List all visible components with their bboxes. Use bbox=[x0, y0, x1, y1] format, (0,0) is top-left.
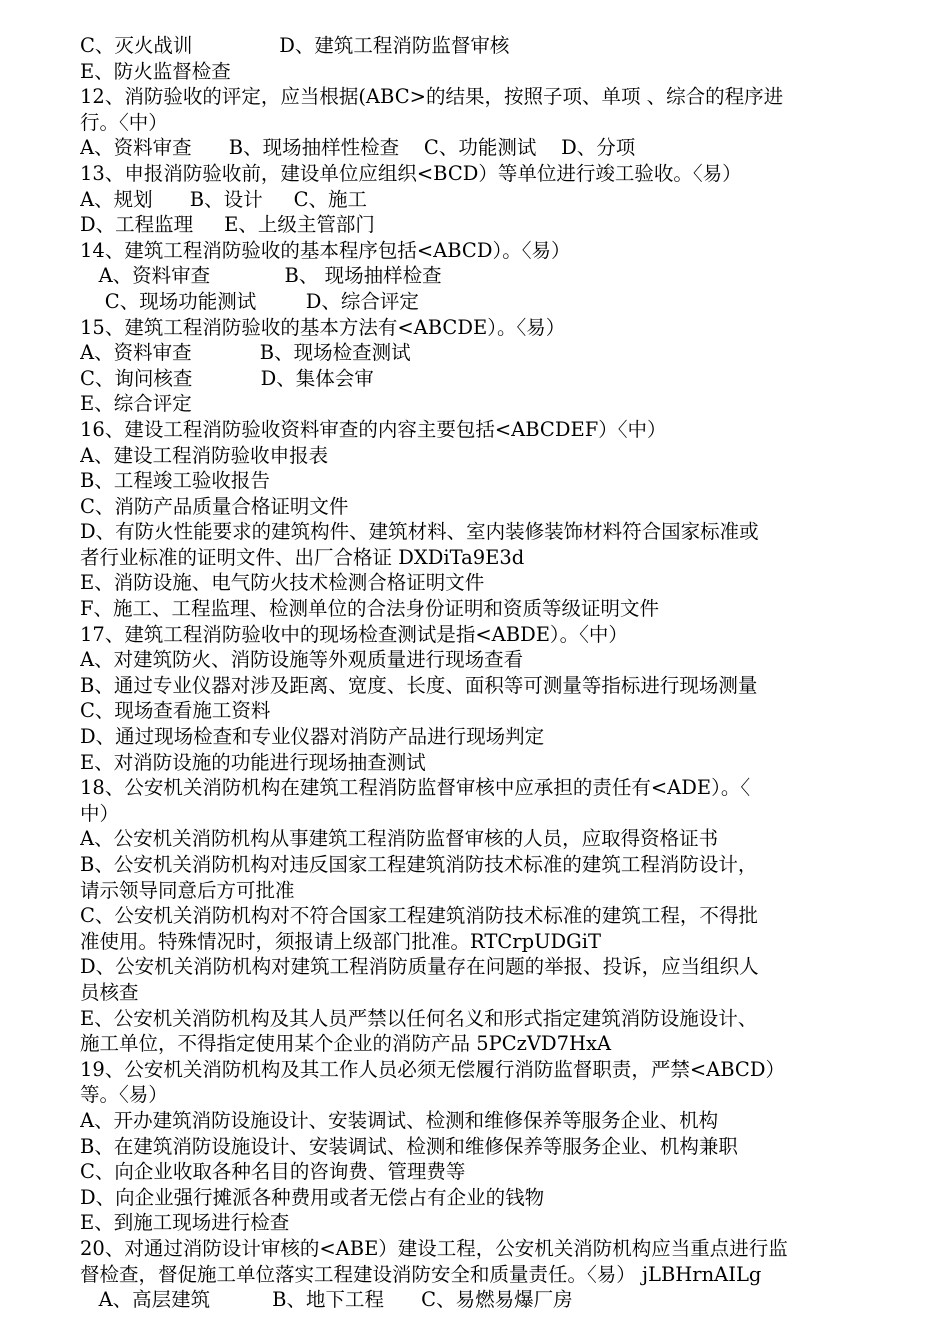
text-line: D、有防火性能要求的建筑构件、建筑材料、室内装修装饰材料符合国家标准或 bbox=[80, 520, 759, 544]
text-line: D、向企业强行摊派各种费用或者无偿占有企业的钱物 bbox=[80, 1185, 545, 1209]
text-line: 19、公安机关消防机构及其工作人员必须无偿履行消防监督职责，严禁<ABCD） bbox=[80, 1057, 785, 1081]
text-line: E、防火监督检查 bbox=[80, 59, 231, 83]
text-line: 12、消防验收的评定，应当根据(ABC>的结果，按照子项、单项 、综合的程序进 bbox=[80, 85, 784, 109]
text-line: 18、公安机关消防机构在建筑工程消防监督审核中应承担的责任有<ADE）。〈 bbox=[80, 776, 751, 800]
text-line: 督检查，督促施工单位落实工程建设消防安全和质量责任。〈易） jLBHrnAILg bbox=[80, 1262, 762, 1286]
text-line: C、询问核查 D、集体会审 bbox=[80, 366, 374, 390]
text-line: A、资料审查 B、现场抽样性检查 C、功能测试 D、分项 bbox=[80, 136, 636, 160]
text-line: A、建设工程消防验收申报表 bbox=[80, 443, 329, 467]
text-line: C、公安机关消防机构对不符合国家工程建筑消防技术标准的建筑工程，不得批 bbox=[80, 904, 758, 928]
text-line: E、综合评定 bbox=[80, 392, 192, 416]
text-line: 13、申报消防验收前，建设单位应组织<BCD）等单位进行竣工验收。〈易） bbox=[80, 161, 742, 185]
text-line: 者行业标准的证明文件、出厂合格证 DXDiTa9E3d bbox=[80, 545, 525, 569]
text-line: D、工程监理 E、上级主管部门 bbox=[80, 213, 375, 237]
text-line: 行。〈中） bbox=[80, 110, 168, 134]
text-line: C、现场功能测试 D、综合评定 bbox=[80, 289, 419, 313]
text-line: 等。〈易） bbox=[80, 1083, 168, 1107]
text-line: C、现场查看施工资料 bbox=[80, 699, 271, 723]
text-line: 施工单位，不得指定使用某个企业的消防产品 5PCzVD7HxA bbox=[80, 1032, 612, 1056]
text-line: E、消防设施、电气防火技术检测合格证明文件 bbox=[80, 571, 485, 595]
text-line: 16、建设工程消防验收资料审查的内容主要包括<ABCDEF）〈中） bbox=[80, 417, 667, 441]
text-line: A、对建筑防火、消防设施等外观质量进行现场查看 bbox=[80, 648, 524, 672]
text-line: D、通过现场检查和专业仪器对消防产品进行现场判定 bbox=[80, 725, 545, 749]
text-line: A、开办建筑消防设施设计、安装调试、检测和维修保养等服务企业、机构 bbox=[80, 1108, 719, 1132]
text-line: 15、建筑工程消防验收的基本方法有<ABCDE）。〈易） bbox=[80, 315, 566, 339]
text-line: C、消防产品质量合格证明文件 bbox=[80, 494, 349, 518]
text-line: 请示领导同意后方可批准 bbox=[80, 878, 295, 902]
text-line: E、对消防设施的功能进行现场抽查测试 bbox=[80, 750, 426, 774]
text-line: A、高层建筑 B、地下工程 C、易燃易爆厂房 bbox=[80, 1288, 573, 1312]
text-line: C、灭火战训 D、建筑工程消防监督审核 bbox=[80, 34, 510, 57]
text-line: 中） bbox=[80, 801, 120, 825]
text-line: 14、建筑工程消防验收的基本程序包括<ABCD）。〈易） bbox=[80, 238, 571, 262]
text-line: B、在建筑消防设施设计、安装调试、检测和维修保养等服务企业、机构兼职 bbox=[80, 1134, 738, 1158]
text-line: A、资料审查 B、 现场抽样检查 bbox=[80, 264, 442, 288]
text-line: 20、对通过消防设计审核的<ABE）建设工程，公安机关消防机构应当重点进行监 bbox=[80, 1236, 788, 1260]
text-line: F、施工、工程监理、检测单位的合法身份证明和资质等级证明文件 bbox=[80, 597, 660, 621]
text-line: E、公安机关消防机构及其人员严禁以任何名义和形式指定建筑消防设施设计、 bbox=[80, 1006, 758, 1030]
text-line: C、向企业收取各种名目的咨询费、管理费等 bbox=[80, 1160, 466, 1184]
document-body bbox=[80, 33, 880, 1313]
text-line: A、公安机关消防机构从事建筑工程消防监督审核的人员，应取得资格证书 bbox=[80, 827, 719, 851]
text-line: B、工程竣工验收报告 bbox=[80, 469, 270, 493]
text-line: 员核查 bbox=[80, 980, 139, 1004]
text-line: D、公安机关消防机构对建筑工程消防质量存在问题的举报、投诉，应当组织人 bbox=[80, 955, 759, 979]
text-line: 17、建筑工程消防验收中的现场检查测试是指<ABDE）。〈中） bbox=[80, 622, 628, 646]
text-line: E、到施工现场进行检查 bbox=[80, 1211, 290, 1235]
text-line: B、通过专业仪器对涉及距离、宽度、长度、面积等可测量等指标进行现场测量 bbox=[80, 673, 758, 697]
text-line: A、规划 B、设计 C、施工 bbox=[80, 187, 368, 211]
text-line: 准使用。特殊情况时，须报请上级部门批准。RTCrpUDGiT bbox=[80, 929, 601, 953]
text-line: A、资料审查 B、现场检查测试 bbox=[80, 341, 411, 365]
text-line: B、公安机关消防机构对违反国家工程建筑消防技术标准的建筑工程消防设计， bbox=[80, 853, 758, 876]
